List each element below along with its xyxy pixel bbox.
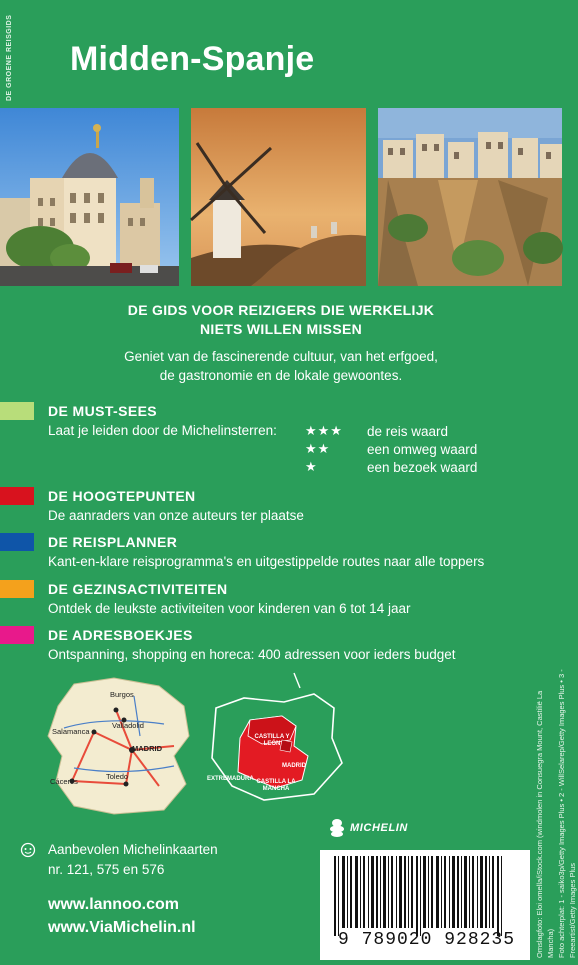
section-text-must-sees: Laat je leiden door de Michelinsterren: bbox=[48, 423, 277, 438]
map-city-toledo: Toledo bbox=[106, 772, 129, 781]
recommended-maps-line-1: Aanbevolen Michelinkaarten bbox=[48, 842, 218, 857]
tagline-line-1: DE GIDS VOOR REIZIGERS DIE WERKELIJK bbox=[127, 302, 435, 318]
website-viamichelin[interactable]: www.ViaMichelin.nl bbox=[48, 919, 196, 936]
color-bar-reisplanner bbox=[0, 533, 34, 551]
website-lannoo[interactable]: www.lannoo.com bbox=[48, 896, 179, 913]
color-bar-gezinsactiviteiten bbox=[0, 580, 34, 598]
section-heading-hoogtepunten: DE HOOGTEPUNTEN bbox=[48, 488, 196, 504]
rating-label-1: de reis waard bbox=[367, 424, 449, 439]
stars-two-icon: ★★ bbox=[305, 441, 331, 456]
photo-credits bbox=[534, 668, 577, 958]
section-text-hoogtepunten: De aanraders van onze auteurs ter plaatse bbox=[48, 508, 304, 523]
region-label-madrid: MADRID bbox=[282, 763, 306, 769]
region-label-castilla-leon: CASTILLA Y LEÓN bbox=[254, 734, 290, 747]
map-city-burgos: Burgos bbox=[110, 690, 134, 699]
stars-three-icon: ★★★ bbox=[305, 423, 343, 438]
map-city-caceres: Cáceres bbox=[50, 777, 78, 786]
recommended-maps bbox=[48, 840, 218, 880]
photo-madrid bbox=[0, 108, 179, 286]
region-label-castilla-la-mancha: CASTILLA LA MANCHA bbox=[256, 779, 296, 792]
section-text-adresboekjes: Ontspanning, shopping en horeca: 400 adressen voor ieders budget bbox=[48, 647, 456, 662]
map-icon bbox=[20, 842, 36, 863]
credits-line-1: Omslagfoto: Eloi omella/iStock.com (windmolen in Consuegra Mount, Castilië La Mancha) bbox=[535, 690, 555, 958]
section-heading-reisplanner: DE REISPLANNER bbox=[48, 534, 178, 550]
section-heading-must-sees: DE MUST-SEES bbox=[48, 403, 158, 419]
credits-line-2: Foto achterplat: 1 - saiko3p/Getty Images Plus • 2 - WillSelarep/Getty Images Plus • 3 - Freeartist/Getty Images Plus bbox=[557, 669, 577, 958]
section-heading-adresboekjes: DE ADRESBOEKJES bbox=[48, 627, 193, 643]
rating-label-3: een bezoek waard bbox=[367, 460, 478, 475]
intro-line-1: Geniet van de fascinerende cultuur, van het erfgoed, bbox=[124, 349, 438, 364]
stars-one-icon: ★ bbox=[305, 459, 318, 474]
tagline-line-2: NIETS WILLEN MISSEN bbox=[199, 321, 363, 337]
section-heading-gezinsactiviteiten: DE GEZINSACTIVITEITEN bbox=[48, 581, 228, 597]
color-bar-hoogtepunten bbox=[0, 487, 34, 505]
map-city-valladolid: Valladolid bbox=[112, 721, 144, 730]
region-label-extremadura: EXTREMADURA bbox=[207, 776, 254, 782]
intro-line-2: de gastronomie en de lokale gewoontes. bbox=[159, 368, 403, 383]
intro-text bbox=[0, 347, 562, 385]
tagline bbox=[0, 301, 562, 339]
recommended-maps-line-2: nr. 121, 575 en 576 bbox=[48, 862, 165, 877]
color-bar-adresboekjes bbox=[0, 626, 34, 644]
brand-name: MICHELIN bbox=[350, 822, 408, 834]
color-bar-must-sees bbox=[0, 402, 34, 420]
page-title: Midden-Spanje bbox=[70, 40, 315, 78]
isbn-number: 9 789020 928235 bbox=[338, 930, 516, 950]
michelin-logo bbox=[326, 818, 456, 840]
rating-label-2: een omweg waard bbox=[367, 442, 478, 457]
bibendum-icon bbox=[326, 818, 348, 838]
photo-windmill bbox=[191, 108, 366, 286]
photo-cuenca bbox=[378, 108, 562, 286]
map-city-salamanca: Salamanca bbox=[52, 727, 90, 736]
section-text-reisplanner: Kant-en-klare reisprogramma's en uitgestippelde routes naar alle toppers bbox=[48, 554, 485, 569]
series-label: DE GROENE REISGIDS bbox=[6, 14, 13, 102]
section-text-gezinsactiviteiten: Ontdek de leukste activiteiten voor kinderen van 6 tot 14 jaar bbox=[48, 601, 411, 616]
map-city-madrid: MADRID bbox=[132, 744, 162, 753]
